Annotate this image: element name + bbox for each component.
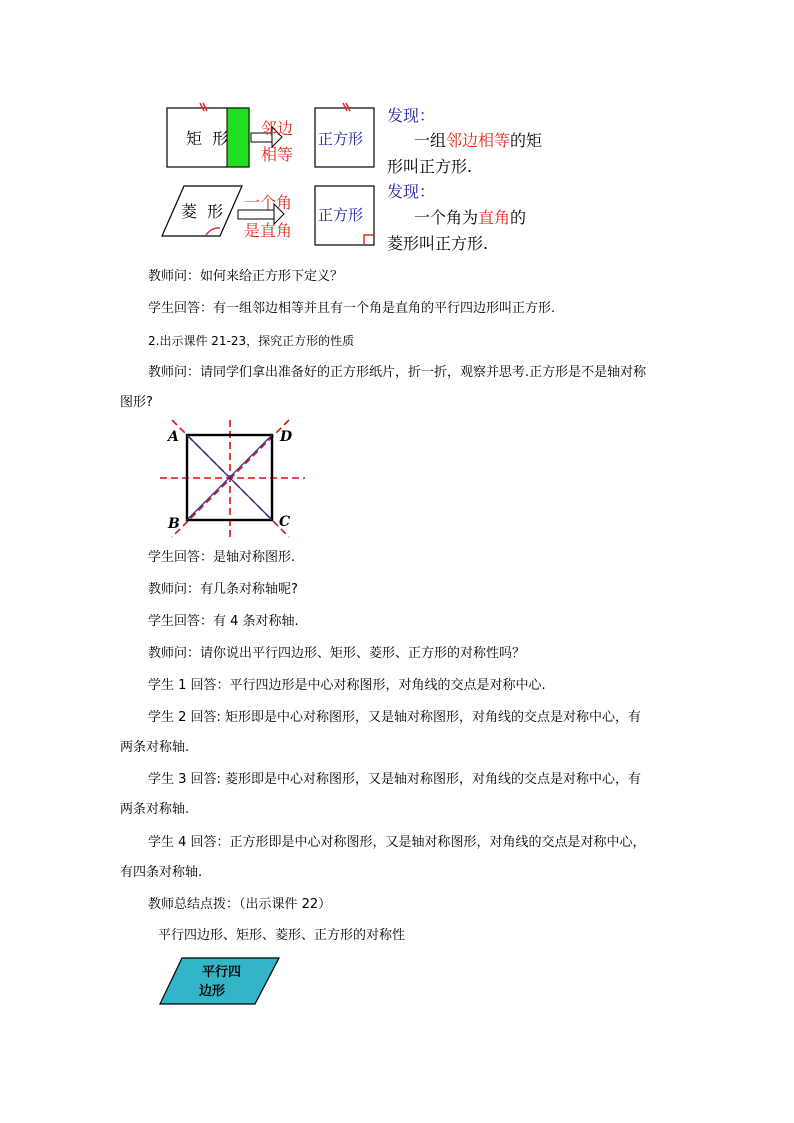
vertex-label-b: B [168, 516, 180, 532]
text-teacher-summary: 教师总结点拨：（出示课件 22） [148, 897, 332, 912]
arrow-label-bottom: 是直角 [244, 221, 293, 240]
text-student-3-answer-a: 学生 3 回答: 菱形即是中心对称图形，又是轴对称图形，对角线的交点是对称中心，有 [148, 772, 642, 787]
text-student-4-answer-a: 学生 4 回答：正方形即是中心对称图形，又是轴对称图形，对角线的交点是对称中心， [148, 835, 646, 850]
arrow-label-top: 邻边 [261, 119, 294, 138]
text-student-answer-1: 学生回答：有一组邻边相等并且有一个角是直角的平行四边形叫正方形. [148, 301, 556, 316]
text-student-3-answer-b: 两条对称轴. [120, 802, 190, 817]
text-student-1-answer: 学生 1 回答：平行四边形是中心对称图形，对角线的交点是对称中心. [148, 678, 546, 693]
text-symmetry-heading: 平行四边形、矩形、菱形、正方形的对称性 [158, 928, 406, 943]
text-teacher-question-2b: 图形? [120, 395, 153, 410]
square-label: 正方形 [318, 130, 364, 148]
vertex-label-c: C [279, 514, 291, 530]
text-teacher-question-4: 教师问：请你说出平行四边形、矩形、菱形、正方形的对称性吗？ [148, 646, 526, 661]
arrow-label-bottom: 相等 [261, 145, 294, 164]
parallelogram-label-line1: 平行四 [202, 965, 242, 980]
text-step-2: 2.出示课件 21-23，探究正方形的性质 [148, 334, 355, 348]
parallelogram-label-line2: 边形 [199, 984, 226, 999]
text-student-4-answer-b: 有四条对称轴. [120, 865, 203, 880]
finding-title: 发现： [387, 182, 436, 201]
finding-title: 发现： [387, 106, 436, 125]
diagram-rhombus-to-square [160, 178, 560, 258]
text-teacher-question-1: 教师问：如何来给正方形下定义？ [148, 269, 344, 284]
vertex-label-d: D [280, 429, 293, 445]
finding-line2: 菱形叫正方形. [387, 234, 489, 253]
green-strip [227, 108, 249, 167]
arrow-label-top: 一个角 [244, 193, 293, 212]
text-teacher-question-2a: 教师问：请同学们拿出准备好的正方形纸片，折一折，观察并思考.正方形是不是轴对称 [148, 365, 647, 380]
text-student-2-answer-a: 学生 2 回答: 矩形即是中心对称图形，又是轴对称图形，对角线的交点是对称中心，有 [148, 710, 642, 725]
diagram-rectangle-to-square [160, 100, 560, 180]
finding-line2: 形叫正方形. [387, 157, 473, 176]
text-teacher-question-3: 教师问：有几条对称轴呢? [148, 582, 298, 597]
finding-line1: 一个角为直角的 [414, 208, 527, 227]
vertex-label-a: A [168, 429, 179, 445]
square-symmetry-figure [155, 415, 315, 540]
finding-line1: 一组邻边相等的矩 [414, 131, 543, 150]
rhombus-label: 菱 形 [181, 202, 224, 221]
text-student-2-answer-b: 两条对称轴. [120, 740, 190, 755]
rectangle-label: 矩 形 [186, 129, 229, 148]
square-label: 正方形 [318, 206, 364, 224]
parallelogram-shape [158, 955, 283, 1007]
text-student-answer-2: 学生回答：是轴对称图形. [148, 550, 296, 565]
text-student-answer-3: 学生回答：有 4 条对称轴. [148, 614, 299, 629]
